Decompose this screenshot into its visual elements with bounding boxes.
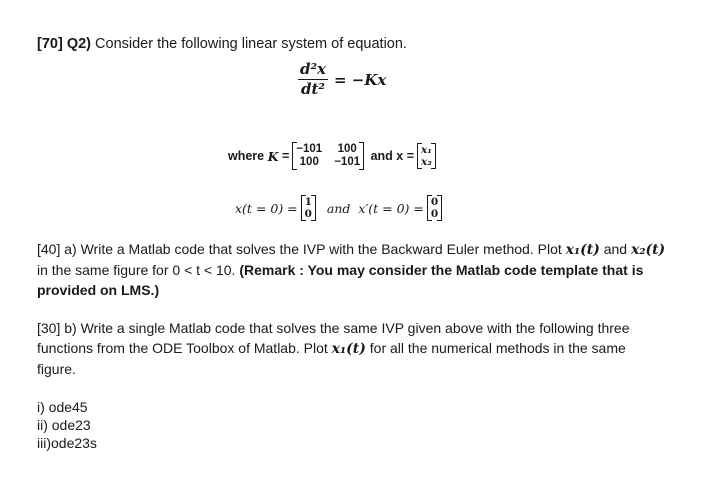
equation-rhs: = −Kx — [334, 70, 387, 89]
x-vector-entry: x₁ — [421, 144, 432, 156]
k-matrix-cell: −101 — [334, 156, 361, 168]
part-b-x1t: x₁(t) — [331, 341, 366, 357]
x0-vector-entry: 0 — [304, 208, 312, 220]
part-a-x1t: x₁(t) — [565, 242, 600, 258]
and-x-label: and x = — [370, 149, 415, 163]
k-matrix-cell: 100 — [299, 156, 319, 168]
list-item: ii) ode23 — [37, 417, 91, 433]
part-b-paragraph — [37, 318, 667, 379]
fraction-numerator: d²x — [300, 60, 327, 78]
list-item: i) ode45 — [37, 399, 88, 415]
and-label: and — [326, 200, 351, 216]
list-item: iii)ode23s — [37, 435, 97, 451]
x0-vector — [301, 196, 316, 220]
part-a-remark: (Remark : You may consider the Matlab code template that is provided on LMS.) — [37, 262, 644, 298]
k-matrix — [292, 143, 364, 169]
k-symbol: K — [267, 148, 279, 164]
xp0-vector-entry: 0 — [430, 196, 439, 208]
question-marks: [70] Q2) — [37, 36, 91, 52]
part-a-paragraph — [37, 239, 667, 300]
x-vector-entry: x₂ — [421, 156, 432, 168]
k-matrix-cell: 100 — [337, 143, 357, 155]
part-a-prefix: [40] a) Write a Matlab code that solves the IVP with the Backward Euler method. Plot — [37, 241, 562, 257]
x0-vector-entry: 1 — [304, 196, 312, 208]
fraction-denominator: dt² — [301, 80, 325, 99]
question-header — [37, 36, 407, 52]
xp0-vector-entry: 0 — [430, 208, 439, 220]
x-vector — [417, 144, 436, 168]
equation-matrix-definition — [228, 143, 439, 169]
part-a-and: and — [603, 241, 628, 257]
xp0-lhs: x′(t = 0) = — [358, 200, 424, 216]
part-b-suffix: for all the numerical methods in the same figure. — [37, 340, 626, 377]
fraction-d2x-dt2 — [298, 60, 328, 99]
x0-lhs: x(t = 0) = — [235, 200, 298, 216]
methods-list — [37, 398, 97, 452]
where-label: where — [228, 149, 265, 163]
k-matrix-cell: −101 — [296, 143, 323, 155]
part-a-x2t: x₂(t) — [630, 242, 666, 258]
part-b-prefix: [30] b) Write a single Matlab code that solves the same IVP given above with the following three functions from the ODE Toolbox of Matlab. Plot — [37, 320, 630, 356]
equation-second-derivative — [298, 60, 386, 99]
equation-initial-conditions — [235, 196, 445, 220]
equals-sign: = — [281, 149, 290, 163]
xp0-vector — [427, 196, 442, 220]
question-intro: Consider the following linear system of equation. — [95, 36, 407, 52]
part-a-middle: in the same figure for 0 < t < 10. — [37, 262, 236, 278]
